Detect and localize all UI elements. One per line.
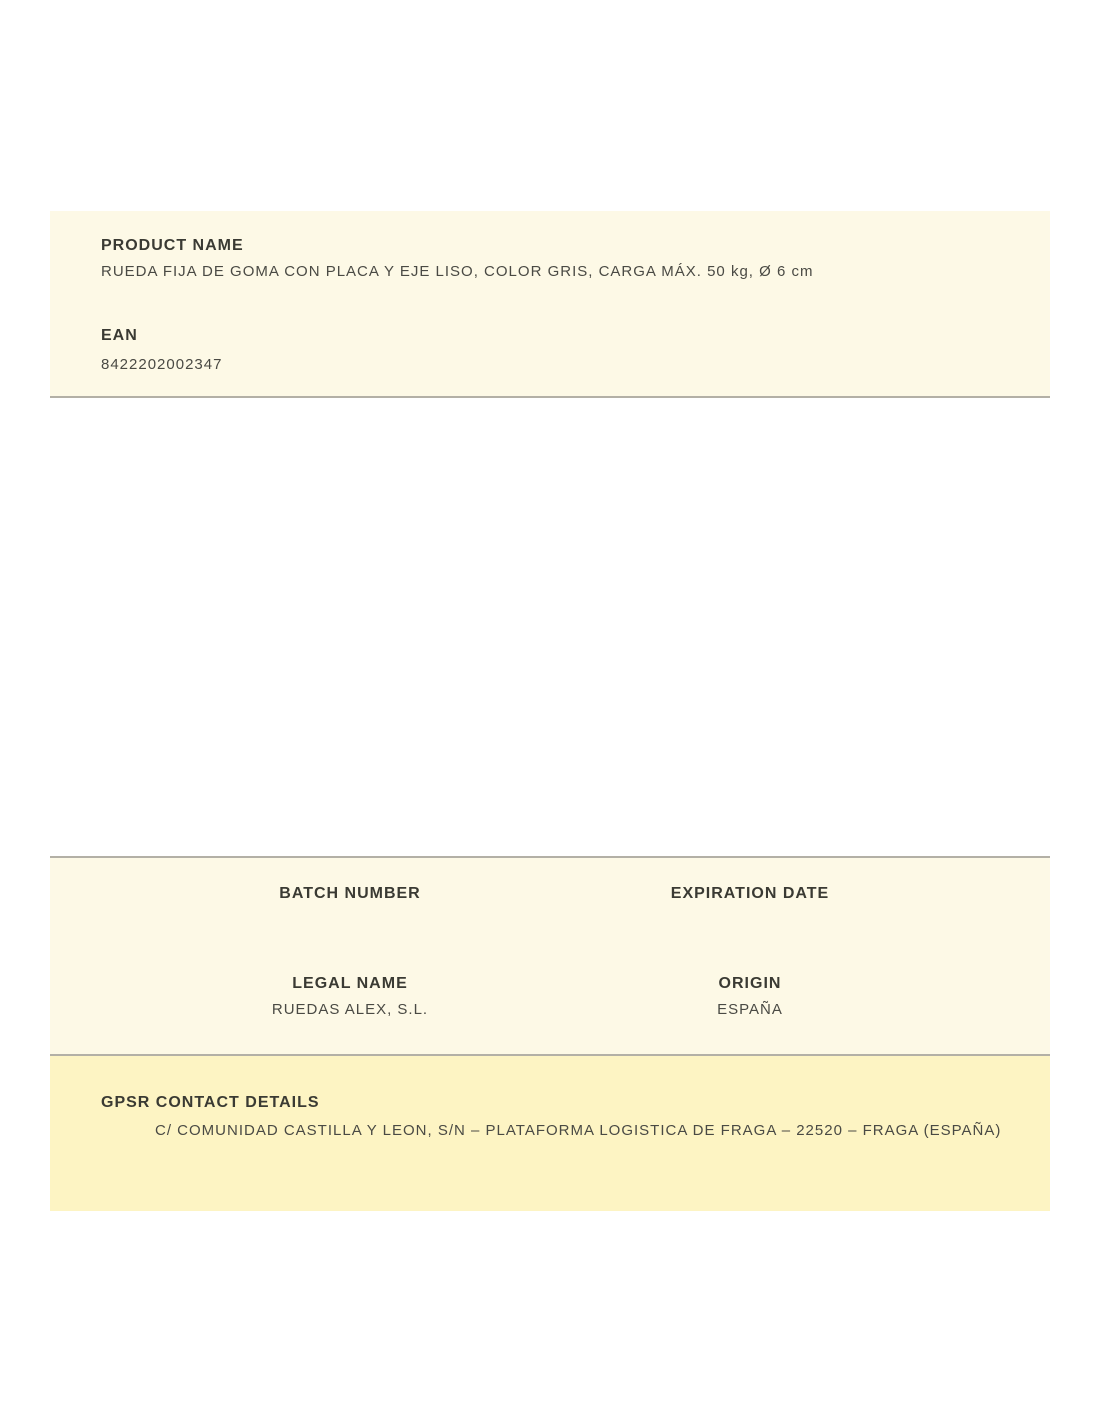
gpsr-contact-label: GPSR CONTACT DETAILS bbox=[101, 1094, 320, 1111]
legal-name-value: RUEDAS ALEX, S.L. bbox=[271, 1001, 429, 1018]
batch-number-field bbox=[150, 885, 550, 911]
expiration-date-field bbox=[550, 885, 950, 911]
gpsr-contact-value: C/ COMUNIDAD CASTILLA Y LEON, S/N – PLATAFORMA LOGISTICA DE FRAGA – 22520 – FRAGA (ESPAÑA) bbox=[155, 1122, 1002, 1139]
legal-name-field bbox=[150, 975, 550, 1018]
origin-field bbox=[550, 975, 950, 1018]
origin-label: ORIGIN bbox=[718, 975, 782, 992]
product-name-label: PRODUCT NAME bbox=[101, 237, 244, 254]
expiration-date-label: EXPIRATION DATE bbox=[670, 885, 830, 902]
ean-label: EAN bbox=[101, 327, 138, 344]
batch-number-label: BATCH NUMBER bbox=[279, 885, 421, 902]
product-info-panel bbox=[50, 211, 1050, 398]
gpsr-contact-panel bbox=[50, 1056, 1050, 1211]
origin-value: ESPAÑA bbox=[717, 1001, 783, 1018]
legal-name-label: LEGAL NAME bbox=[292, 975, 408, 992]
details-panel bbox=[50, 856, 1050, 1056]
product-name-value: RUEDA FIJA DE GOMA CON PLACA Y EJE LISO, COLOR GRIS, CARGA MÁX. 50 kg, Ø 6 cm bbox=[101, 263, 814, 280]
ean-value: 8422202002347 bbox=[101, 356, 223, 373]
